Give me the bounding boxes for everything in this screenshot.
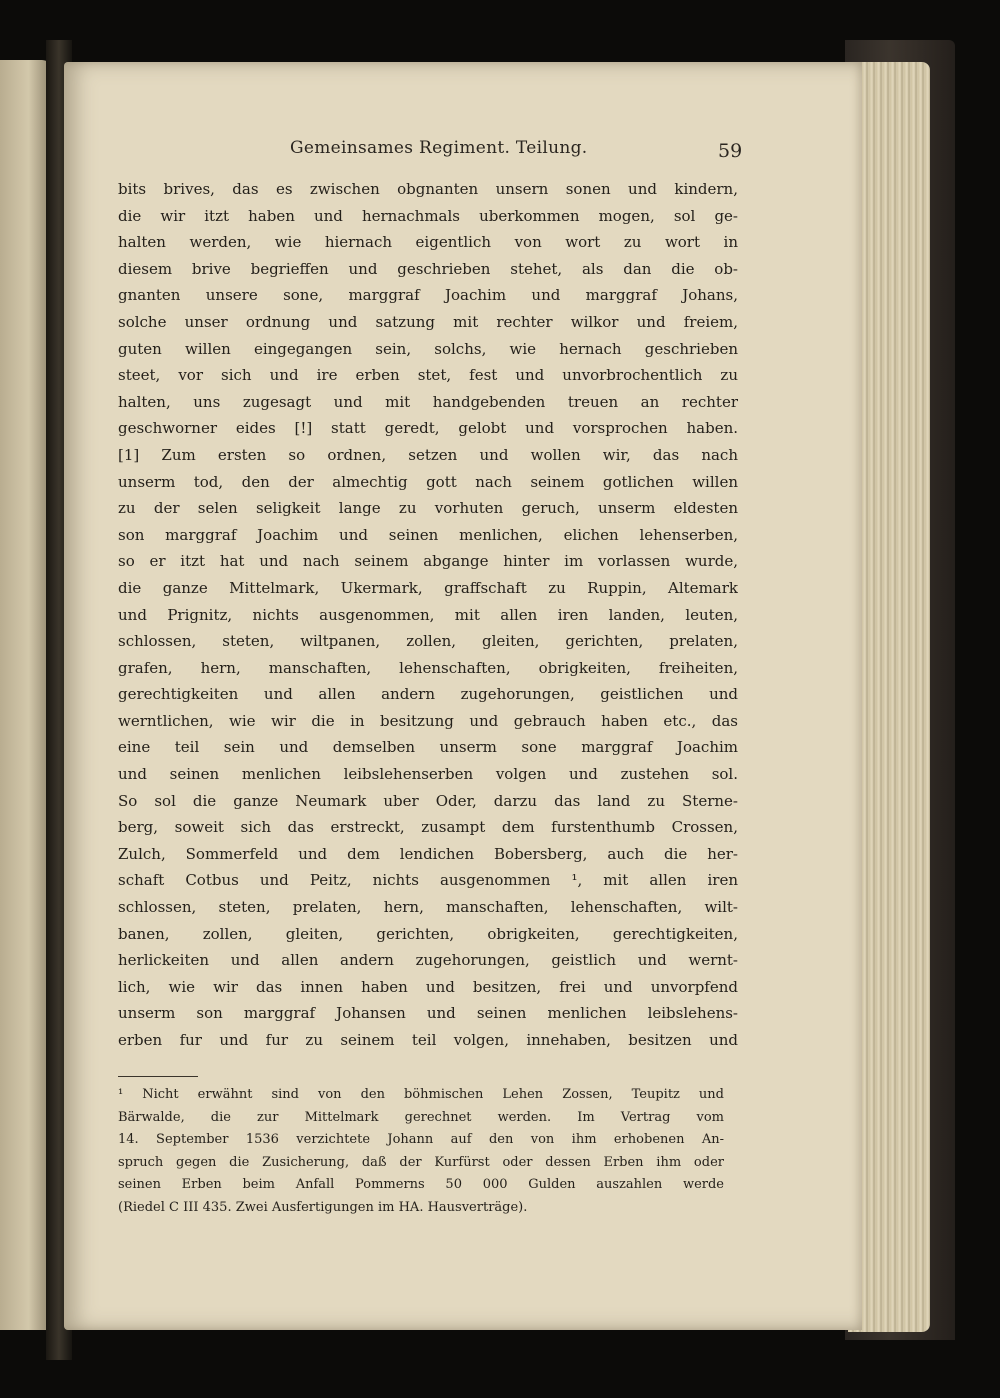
text-line: [1] Zum ersten so ordnen, setzen und wollen wir, das nach: [118, 445, 738, 464]
text-line: die ganze Mittelmark, Ukermark, graffschaft zu Ruppin, Altemark: [118, 578, 738, 597]
text-line: grafen, hern, manschaften, lehenschaften, obrigkeiten, freiheiten,: [118, 658, 738, 677]
text-line: so er itzt hat und nach seinem abgange hinter im vorlassen wurde,: [118, 552, 738, 571]
text-line: schlossen, steten, wiltpanen, zollen, gleiten, gerichten, prelaten,: [118, 632, 738, 651]
text-line: und Prignitz, nichts ausgenommen, mit allen iren landen, leuten,: [118, 605, 738, 624]
text-line: ¹ Nicht erwähnt sind von den böhmischen Lehen Zossen, Teupitz und: [118, 1087, 724, 1102]
text-line: unserm tod, den der almechtig gott nach seinem gotlichen willen: [118, 472, 738, 491]
text-line: unserm son marggraf Johansen und seinen menlichen leibslehens-: [118, 1004, 738, 1023]
text-line: bits brives, das es zwischen obgnanten unsern sonen und kindern,: [118, 180, 738, 198]
text-line: seinen Erben beim Anfall Pommerns 50 000 Gulden auszahlen werde: [118, 1177, 724, 1193]
running-title: Gemeinsames Regiment. Teilung.: [290, 138, 588, 158]
footnote-divider: [118, 1076, 198, 1077]
text-line: zu der selen seligkeit lange zu vorhuten geruch, unserm eldesten: [118, 499, 738, 518]
main-text: [118, 176, 738, 1054]
text-line: berg, soweit sich das erstreckt, zusampt dem furstenthumb Crossen,: [118, 818, 738, 837]
text-line: lich, wie wir das innen haben und besitzen, frei und unvorpfend: [118, 977, 738, 996]
text-line: herlickeiten und allen andern zugehorungen, geistlich und wernt-: [118, 951, 738, 970]
text-line: schlossen, steten, prelaten, hern, manschaften, lehenschaften, wilt-: [118, 898, 738, 917]
text-line: erben fur und fur zu seinem teil volgen, innehaben, besitzen und: [118, 1031, 738, 1049]
text-line: banen, zollen, gleiten, gerichten, obrigkeiten, gerechtigkeiten,: [118, 924, 738, 943]
text-line: steet, vor sich und ire erben stet, fest und unvorbrochentlich zu: [118, 366, 738, 385]
text-line: 14. September 1536 verzichtete Johann auf den von ihm erhobenen An-: [118, 1132, 724, 1148]
text-line: schaft Cotbus und Peitz, nichts ausgenommen ¹, mit allen iren: [118, 871, 738, 890]
text-line: So sol die ganze Neumark uber Oder, darzu das land zu Sterne-: [118, 791, 738, 810]
text-line: halten werden, wie hiernach eigentlich von wort zu wort in: [118, 233, 738, 252]
text-line: werntlichen, wie wir die in besitzung und gebrauch haben etc., das: [118, 711, 738, 730]
text-line: die wir itzt haben und hernachmals uberkommen mogen, sol ge-: [118, 206, 738, 225]
footnote: [118, 1084, 724, 1220]
left-page-edge: [0, 60, 52, 1330]
text-line: spruch gegen die Zusicherung, daß der Kurfürst oder dessen Erben ihm oder: [118, 1154, 724, 1170]
text-line: (Riedel C III 435. Zwei Ausfertigungen im HA. Hausverträge).: [118, 1199, 528, 1215]
text-line: gerechtigkeiten und allen andern zugehorungen, geistlichen und: [118, 685, 738, 704]
page-number: 59: [718, 140, 743, 162]
text-line: son marggraf Joachim und seinen menlichen, elichen lehenserben,: [118, 525, 738, 544]
text-line: guten willen eingegangen sein, solchs, wie hernach geschrieben: [118, 339, 738, 358]
text-line: und seinen menlichen leibslehenserben volgen und zustehen sol.: [118, 765, 738, 784]
text-line: eine teil sein und demselben unserm sone marggraf Joachim: [118, 738, 738, 757]
text-line: Bärwalde, die zur Mittelmark gerechnet werden. Im Vertrag vom: [118, 1109, 724, 1125]
text-line: gnanten unsere sone, marggraf Joachim und marggraf Johans,: [118, 286, 738, 305]
text-line: geschworner eides [!] statt geredt, gelobt und vorsprochen haben.: [118, 419, 738, 438]
text-line: solche unser ordnung und satzung mit rechter wilkor und freiem,: [118, 312, 738, 331]
text-line: halten, uns zugesagt und mit handgebenden treuen an rechter: [118, 392, 738, 411]
text-line: diesem brive begrieffen und geschrieben stehet, als dan die ob-: [118, 259, 738, 278]
text-line: Zulch, Sommerfeld und dem lendichen Bobersberg, auch die her-: [118, 844, 738, 863]
